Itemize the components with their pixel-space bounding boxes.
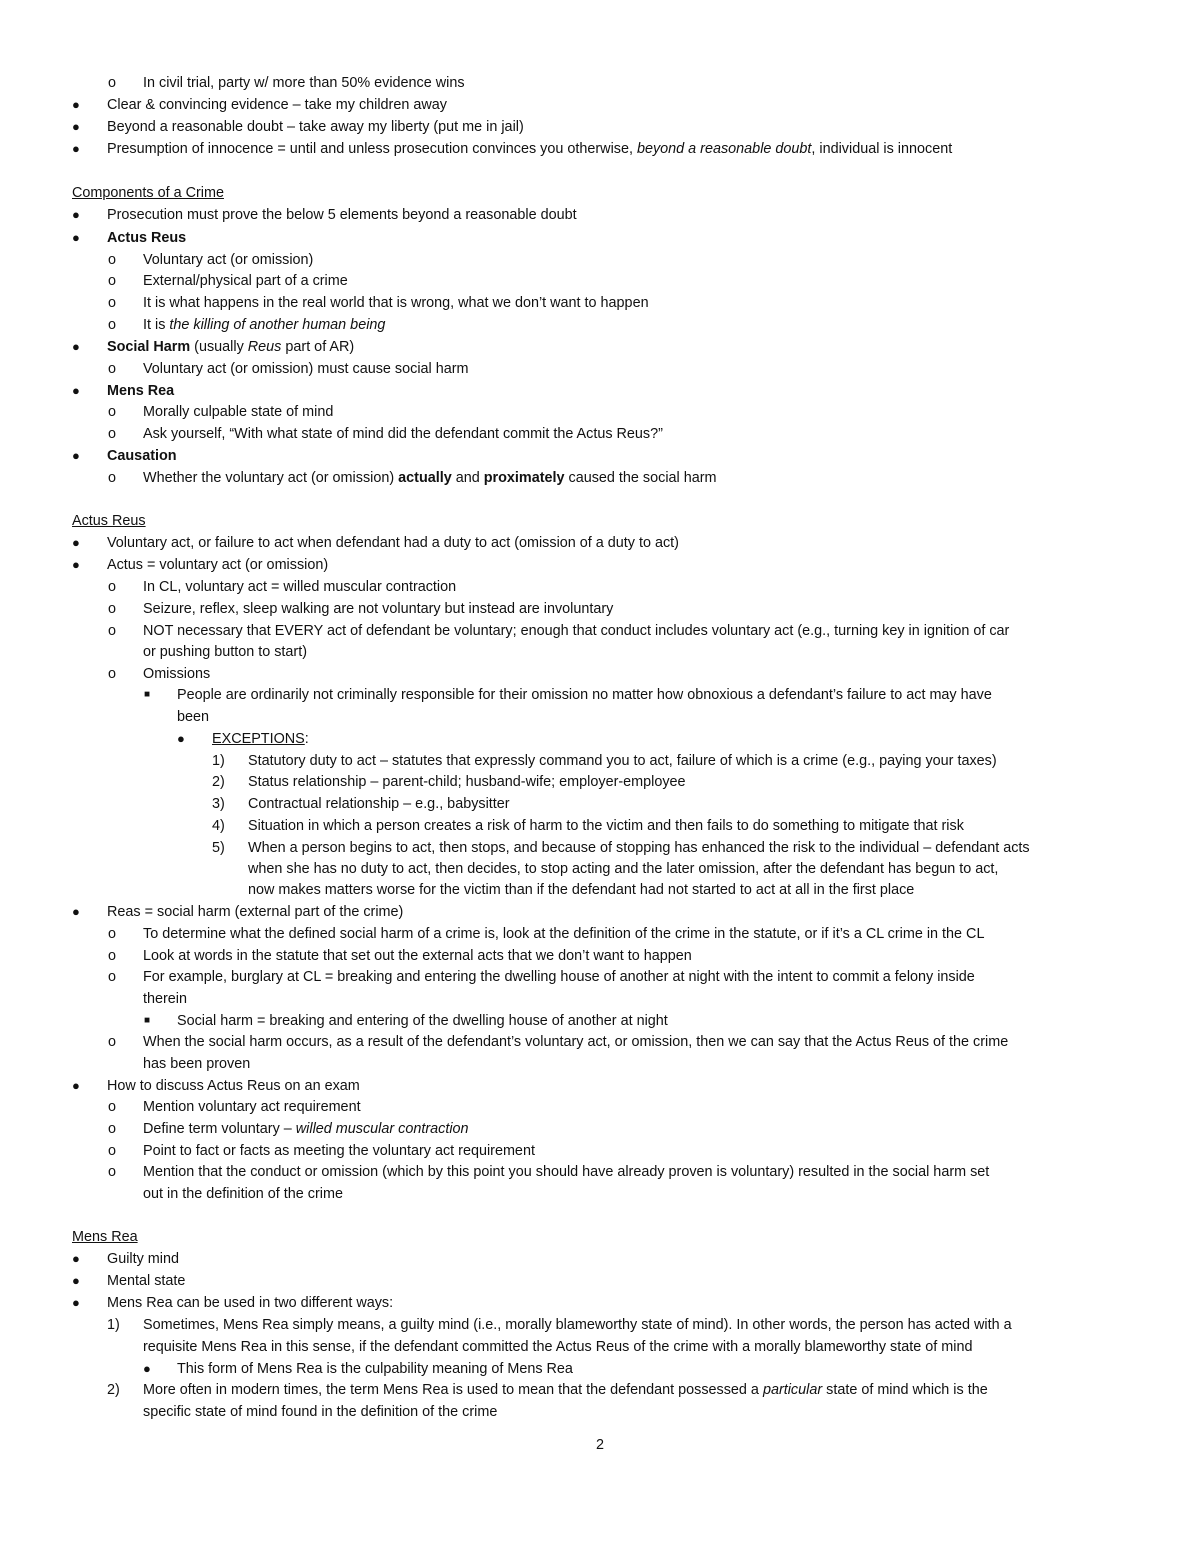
list-number: 5) (212, 840, 225, 856)
list-marker-circle: o (108, 470, 117, 486)
list-item: Mention that the conduct or omission (which by this point you should have already proven is voluntary) resulted in the social harm set (143, 1164, 990, 1180)
list-item: Situation in which a person creates a risk of harm to the victim and then fails to do something to mitigate that risk (248, 818, 964, 834)
list-item: When the social harm occurs, as a result of the defendant’s voluntary act, or omission, then we can say that the Actus Reus of the crime (143, 1034, 1009, 1050)
list-marker-disc: ● (72, 535, 80, 550)
list-item: NOT necessary that EVERY act of defendant be voluntary; enough that conduct includes voluntary act (e.g., turning key in ignition of car (143, 623, 1010, 639)
list-item: Clear & convincing evidence – take my children away (107, 97, 447, 113)
text-run: It is (143, 317, 170, 333)
list-item-continuation: out in the definition of the crime (143, 1186, 343, 1202)
list-item: When a person begins to act, then stops, and because of stopping has enhanced the risk to the individual – defendant acts (248, 840, 1030, 856)
page-number: 2 (596, 1437, 605, 1453)
list-marker-circle: o (108, 926, 117, 942)
list-marker-circle: o (108, 623, 117, 639)
list-marker-circle: o (108, 948, 117, 964)
list-number: 1) (107, 1317, 120, 1333)
list-marker-disc: ● (72, 119, 80, 134)
list-number: 2) (212, 774, 225, 790)
list-item: To determine what the defined social harm of a crime is, look at the definition of the crime in the statute, or if it’s a CL crime in the CL (143, 926, 985, 942)
list-marker-circle: o (108, 1034, 117, 1050)
text-run-italic: willed muscular contraction (295, 1121, 469, 1137)
list-marker-disc: ● (72, 904, 80, 919)
list-marker-circle: o (108, 273, 117, 289)
list-item-continuation: requisite Mens Rea in this sense, if the defendant committed the Actus Reus of the crime with a morally blameworthy state of mind (143, 1339, 973, 1355)
list-marker-disc: ● (72, 383, 80, 398)
text-run-bold: Social Harm (107, 339, 191, 355)
list-item: Actus Reus (107, 230, 187, 246)
list-marker-circle: o (108, 75, 117, 91)
list-item: Look at words in the statute that set out the external acts that we don’t want to happen (143, 948, 692, 964)
list-item: How to discuss Actus Reus on an exam (107, 1078, 360, 1094)
text-run: : (304, 731, 309, 747)
list-item (143, 316, 385, 334)
list-item-continuation: now makes matters worse for the victim than if the defendant had not started to act at all in the first place (248, 882, 915, 898)
list-item (143, 469, 717, 487)
list-item: Mental state (107, 1273, 186, 1289)
list-marker-circle: o (108, 295, 117, 311)
list-marker-circle: o (108, 361, 117, 377)
list-marker-circle: o (108, 426, 117, 442)
list-item: Sometimes, Mens Rea simply means, a guilty mind (i.e., morally blameworthy state of mind). In other words, the person has acted with a (143, 1317, 1012, 1333)
list-item (107, 338, 354, 356)
text-run: caused the social harm (564, 470, 717, 486)
list-marker-disc: ● (177, 731, 185, 746)
list-marker-square: ■ (144, 689, 151, 700)
text-run: state of mind which is the (822, 1382, 988, 1398)
list-marker-disc: ● (72, 141, 80, 156)
list-item: For example, burglary at CL = breaking and entering the dwelling house of another at night with the intent to commit a felony inside (143, 969, 975, 985)
list-item: In civil trial, party w/ more than 50% evidence wins (143, 75, 465, 91)
list-item: It is what happens in the real world that is wrong, what we don’t want to happen (143, 295, 649, 311)
text-run-italic: the killing of another human being (169, 317, 386, 333)
text-run-italic: Reus (247, 339, 282, 355)
list-item: Reas = social harm (external part of the crime) (107, 904, 404, 920)
list-item: Causation (107, 448, 177, 464)
list-item-continuation: been (177, 709, 210, 725)
list-marker-circle: o (108, 666, 117, 682)
list-marker-circle: o (108, 252, 117, 268)
list-item: Seizure, reflex, sleep walking are not voluntary but instead are involuntary (143, 601, 614, 617)
list-item: Social harm = breaking and entering of the dwelling house of another at night (177, 1013, 668, 1029)
section-heading: Actus Reus (72, 513, 146, 529)
text-run: Presumption of innocence = until and unless prosecution convinces you otherwise, (107, 141, 637, 157)
list-marker-circle: o (108, 579, 117, 595)
list-item (107, 140, 952, 158)
list-marker-disc: ● (72, 1295, 80, 1310)
list-marker-disc: ● (72, 230, 80, 245)
list-item: External/physical part of a crime (143, 273, 348, 289)
list-item (143, 1381, 988, 1399)
text-run: Whether the voluntary act (or omission) (143, 470, 399, 486)
text-run: , individual is innocent (811, 141, 953, 157)
list-item: Mens Rea can be used in two different ways: (107, 1295, 394, 1311)
text-run: (usually (190, 339, 248, 355)
list-marker-disc: ● (72, 207, 80, 222)
list-marker-disc: ● (72, 339, 80, 354)
list-item-continuation: specific state of mind found in the definition of the crime (143, 1404, 498, 1420)
list-item: Actus = voluntary act (or omission) (107, 557, 329, 573)
list-item: Morally culpable state of mind (143, 404, 334, 420)
list-item-continuation: or pushing button to start) (143, 644, 307, 660)
list-number: 3) (212, 796, 225, 812)
list-item: Point to fact or facts as meeting the voluntary act requirement (143, 1143, 535, 1159)
list-item: Mention voluntary act requirement (143, 1099, 361, 1115)
list-item: Voluntary act, or failure to act when defendant had a duty to act (omission of a duty to act) (107, 535, 679, 551)
list-marker-disc: ● (72, 1251, 80, 1266)
list-item: Ask yourself, “With what state of mind did the defendant commit the Actus Reus?” (143, 426, 663, 442)
list-number: 4) (212, 818, 225, 834)
list-item: Prosecution must prove the below 5 elements beyond a reasonable doubt (107, 207, 577, 223)
text-run-bold: proximately (483, 470, 565, 486)
list-marker-disc: ● (72, 1273, 80, 1288)
list-marker-disc: ● (72, 557, 80, 572)
list-marker-circle: o (108, 601, 117, 617)
list-item: Voluntary act (or omission) must cause social harm (143, 361, 469, 377)
list-marker-disc: ● (143, 1361, 151, 1376)
list-marker-disc: ● (72, 448, 80, 463)
list-marker-circle: o (108, 317, 117, 333)
list-item: Beyond a reasonable doubt – take away my liberty (put me in jail) (107, 119, 524, 135)
list-item: Guilty mind (107, 1251, 179, 1267)
list-item: Voluntary act (or omission) (143, 252, 314, 268)
list-number: 2) (107, 1382, 120, 1398)
list-marker-disc: ● (72, 97, 80, 112)
list-item-continuation: therein (143, 991, 188, 1007)
text-run: Define term voluntary – (143, 1121, 296, 1137)
list-item: Contractual relationship – e.g., babysitter (248, 796, 510, 812)
list-marker-circle: o (108, 1099, 117, 1115)
list-marker-square: ■ (144, 1015, 151, 1026)
section-heading: Mens Rea (72, 1229, 138, 1245)
list-item: In CL, voluntary act = willed muscular contraction (143, 579, 457, 595)
list-marker-circle: o (108, 404, 117, 420)
list-number: 1) (212, 753, 225, 769)
list-item: People are ordinarily not criminally responsible for their omission no matter how obnoxious a defendant’s failure to act may have (177, 687, 992, 703)
text-run-italic: particular (762, 1382, 823, 1398)
list-item: Mens Rea (107, 383, 175, 399)
section-heading: Components of a Crime (72, 185, 224, 201)
list-marker-disc: ● (72, 1078, 80, 1093)
list-marker-circle: o (108, 969, 117, 985)
list-item (212, 730, 309, 748)
text-run-italic: beyond a reasonable doubt (636, 141, 812, 157)
list-marker-circle: o (108, 1121, 117, 1137)
text-run: and (451, 470, 484, 486)
list-marker-circle: o (108, 1164, 117, 1180)
list-item: Omissions (143, 666, 211, 682)
list-marker-circle: o (108, 1143, 117, 1159)
text-run: More often in modern times, the term Mens Rea is used to mean that the defendant possessed a (143, 1382, 763, 1398)
list-item: This form of Mens Rea is the culpability meaning of Mens Rea (177, 1361, 573, 1377)
list-item: Statutory duty to act – statutes that expressly command you to act, failure of which is a crime (e.g., paying your taxes) (248, 753, 997, 769)
list-item: Status relationship – parent-child; husband-wife; employer-employee (248, 774, 686, 790)
list-item-continuation: has been proven (143, 1056, 251, 1072)
text-run: part of AR) (281, 339, 355, 355)
list-item-continuation: when she has no duty to act, then decides, to stop acting and the later omission, after the defendant has begun to act, (248, 861, 999, 877)
text-run-underlined: EXCEPTIONS (212, 731, 305, 747)
text-run-bold: actually (398, 470, 452, 486)
list-item (143, 1120, 469, 1138)
